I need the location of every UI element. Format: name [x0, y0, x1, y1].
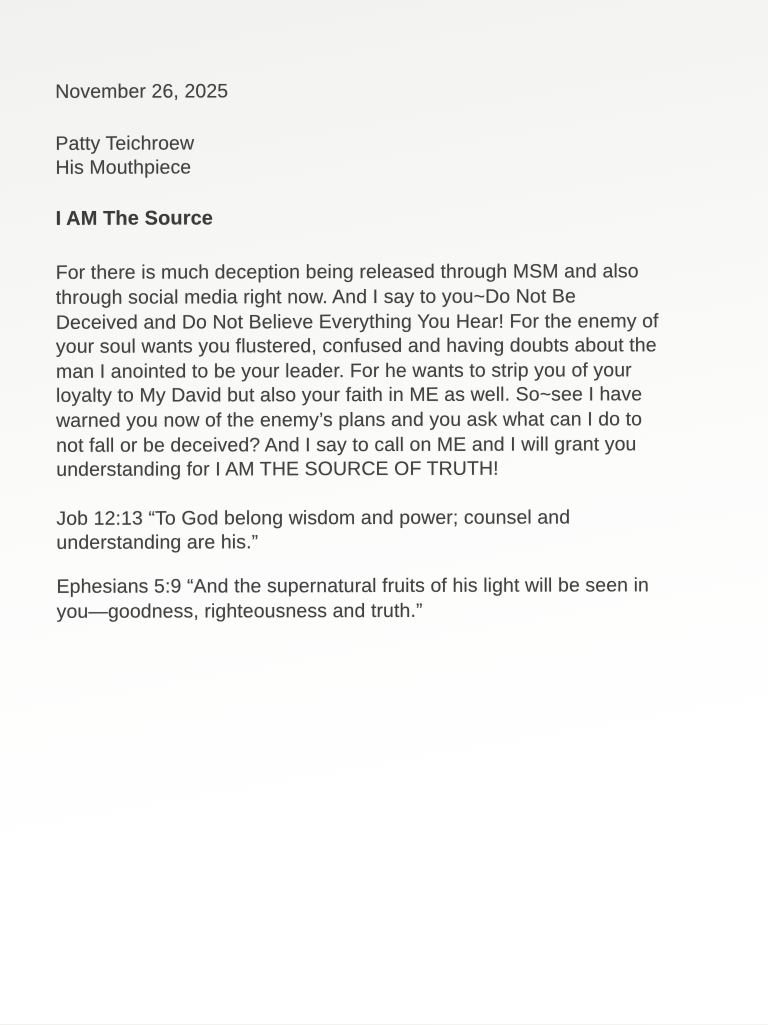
scripture-quote-ephesians: Ephesians 5:9 “And the supernatural fruits of his light will be seen in you—goodness, righteousness and truth.” — [56, 574, 649, 623]
scripture-quote-job: Job 12:13 “To God belong wisdom and power; counsel and understanding are his.” — [56, 506, 571, 555]
author-block — [55, 130, 723, 181]
letter-date: November 26, 2025 — [55, 80, 229, 103]
author-name: Patty Teichroew — [55, 132, 195, 155]
author-role: His Mouthpiece — [55, 156, 192, 180]
letter-title: I AM The Source — [55, 207, 214, 230]
letter-body-paragraph: For there is much deception being released through MSM and also through social media right now. And I say to you~Do Not Be Deceived and Do Not Believe Everything You Hear! For the enemy of your soul wants you flustered, confused and having doubts about the man I anointed to be your leader. For he wants to strip you of your loyalty to My David but also your faith in ME as well. So~see I have warned you now of the enemy’s plans and you ask what can I do to not fall or be deceived? And I say to call on ME and I will grant you understanding for I AM THE SOURCE OF TRUTH! — [55, 260, 659, 481]
